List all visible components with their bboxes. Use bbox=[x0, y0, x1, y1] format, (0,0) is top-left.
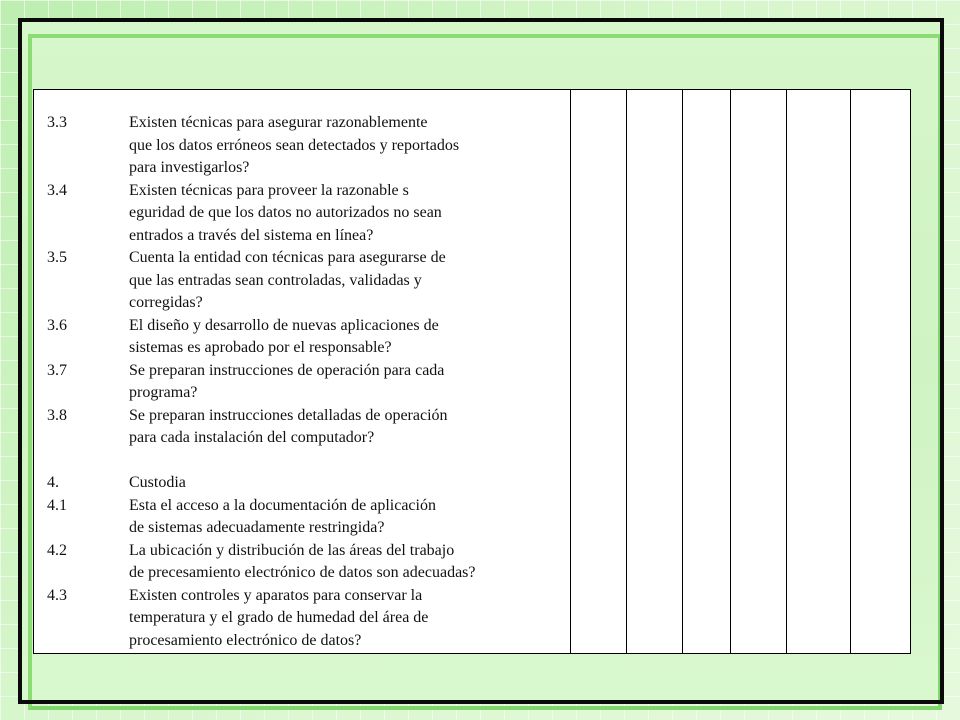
question-line bbox=[47, 472, 567, 495]
question-text: Cuenta la entidad con técnicas para asegurarse de bbox=[129, 249, 446, 266]
question-text: que los datos erróneos sean detectados y reportados bbox=[129, 136, 460, 154]
question-line bbox=[47, 405, 567, 428]
answer-column-divider bbox=[730, 90, 731, 653]
question-text: que las entradas sean controladas, validadas y bbox=[129, 271, 422, 289]
question-line bbox=[47, 225, 567, 248]
question-line bbox=[47, 337, 567, 360]
question-text: entrados a través del sistema en línea? bbox=[129, 226, 374, 244]
answer-column-divider bbox=[626, 90, 627, 653]
question-line bbox=[47, 585, 567, 608]
question-line bbox=[47, 112, 567, 135]
question-number: 4.1 bbox=[47, 496, 67, 514]
question-number: 3.4 bbox=[47, 181, 67, 199]
question-text-column bbox=[47, 112, 567, 652]
question-text: Se preparan instrucciones de operación para cada bbox=[129, 361, 445, 379]
question-line bbox=[47, 540, 567, 563]
question-text: Existen técnicas para proveer la razonable s bbox=[129, 181, 409, 199]
question-line bbox=[47, 157, 567, 180]
question-number: 4. bbox=[47, 474, 59, 491]
question-number: 3.8 bbox=[47, 406, 67, 424]
question-text: programa? bbox=[129, 384, 198, 401]
question-line bbox=[47, 517, 567, 540]
question-line bbox=[47, 135, 567, 158]
question-number: 3.6 bbox=[47, 316, 67, 334]
question-line bbox=[47, 562, 567, 585]
question-line bbox=[47, 427, 567, 450]
question-text: para investigarlos? bbox=[129, 159, 250, 176]
question-line bbox=[47, 247, 567, 270]
question-text: eguridad de que los datos no autorizados no sean bbox=[129, 204, 442, 221]
question-line bbox=[47, 270, 567, 293]
question-line bbox=[47, 315, 567, 338]
question-text: La ubicación y distribución de las áreas del trabajo bbox=[129, 541, 455, 559]
question-text: Esta el acceso a la documentación de aplicación bbox=[129, 496, 436, 514]
question-line bbox=[47, 450, 567, 473]
question-line bbox=[47, 360, 567, 383]
question-text: temperatura y el grado de humedad del área de bbox=[129, 609, 429, 626]
question-line bbox=[47, 495, 567, 518]
question-line bbox=[47, 202, 567, 225]
questionnaire-table bbox=[33, 89, 911, 654]
answer-column-divider bbox=[570, 90, 571, 653]
question-text: Existen controles y aparatos para conservar la bbox=[129, 586, 423, 604]
question-text: El diseño y desarrollo de nuevas aplicaciones de bbox=[129, 316, 439, 334]
question-line bbox=[47, 630, 567, 653]
question-text: sistemas es aprobado por el responsable? bbox=[129, 339, 392, 356]
question-text: Se preparan instrucciones detalladas de operación bbox=[129, 406, 448, 424]
answer-column-divider bbox=[850, 90, 851, 653]
question-line bbox=[47, 382, 567, 405]
question-number: 4.2 bbox=[47, 541, 67, 559]
question-line bbox=[47, 180, 567, 203]
question-number: 3.5 bbox=[47, 249, 67, 266]
question-text: Existen técnicas para asegurar razonablemente bbox=[129, 114, 428, 131]
question-text: procesamiento electrónico de datos? bbox=[129, 631, 362, 649]
question-line bbox=[47, 607, 567, 630]
answer-column-divider bbox=[682, 90, 683, 653]
question-number: 3.7 bbox=[47, 361, 67, 379]
question-text: de sistemas adecuadamente restringida? bbox=[129, 519, 385, 536]
question-line bbox=[47, 292, 567, 315]
question-text: de precesamiento electrónico de datos son adecuadas? bbox=[129, 564, 476, 581]
question-text: Custodia bbox=[129, 474, 186, 491]
answer-column-divider bbox=[786, 90, 787, 653]
question-text: para cada instalación del computador? bbox=[129, 429, 375, 446]
question-text: corregidas? bbox=[129, 294, 203, 311]
question-number: 3.3 bbox=[47, 114, 67, 131]
question-number: 4.3 bbox=[47, 586, 67, 604]
